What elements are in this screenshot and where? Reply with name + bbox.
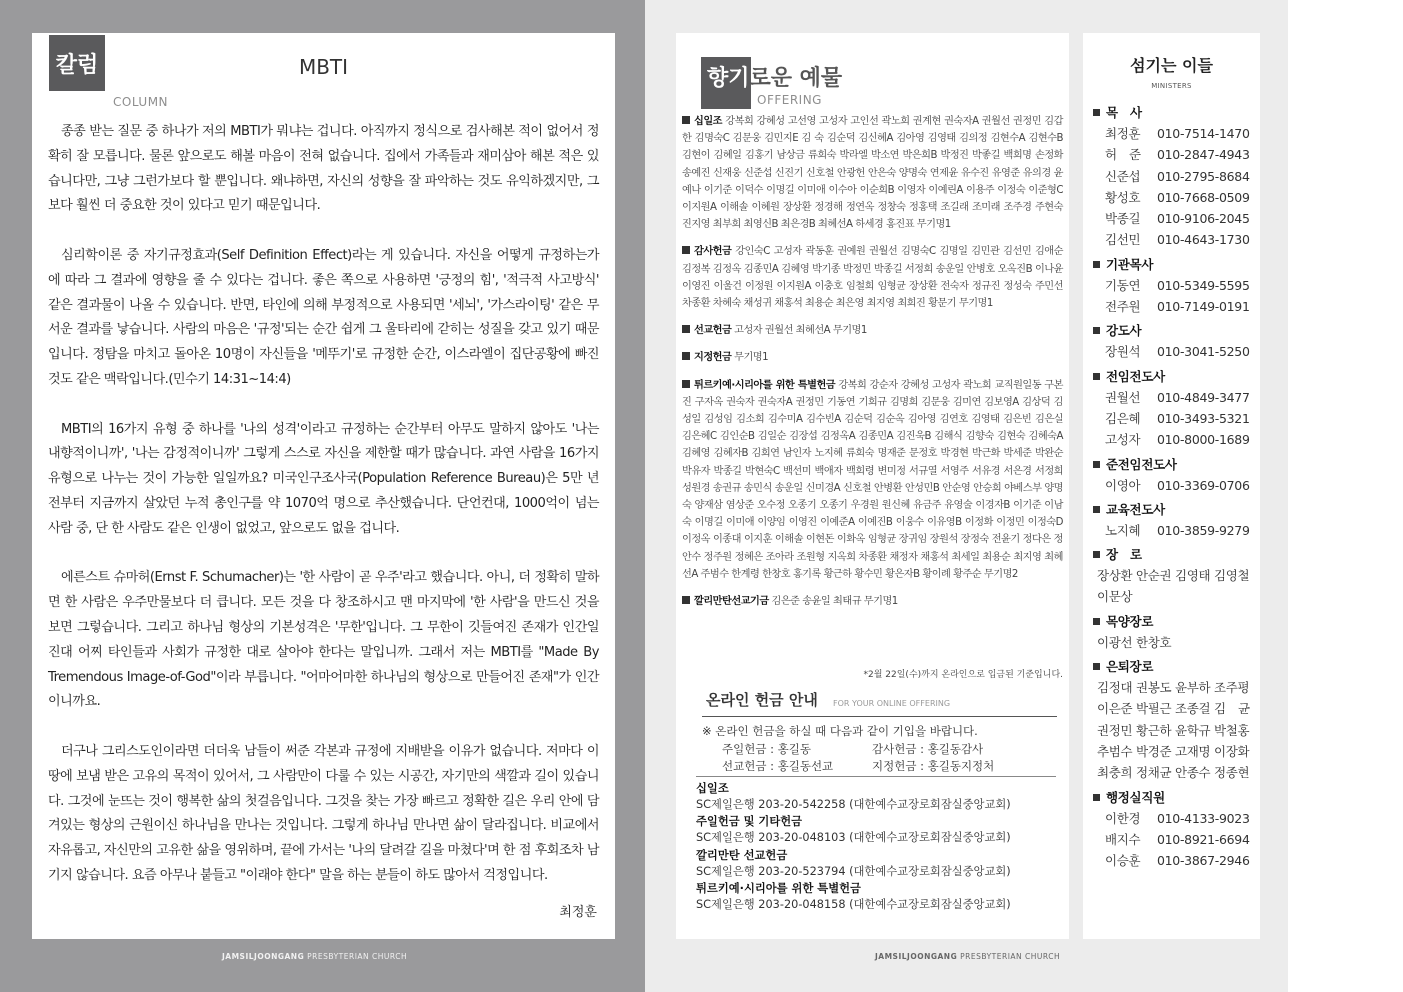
minister-row (1093, 829, 1257, 850)
minister-group-label (1093, 103, 1257, 123)
account-item (696, 814, 1011, 845)
column-tag-sub: COLUMN (113, 95, 169, 109)
ministers-title: 섬기는 이들 (1130, 56, 1213, 75)
square-bullet-icon (682, 352, 690, 360)
minister-phone: 010-3859-9279 (1157, 522, 1250, 538)
square-bullet-icon (1093, 618, 1100, 625)
offering-title-tag: 향기 (707, 66, 750, 91)
minister-row (1093, 208, 1257, 229)
minister-row (1093, 429, 1257, 450)
offering-item (682, 243, 1063, 312)
minister-phone: 010-4849-3477 (1157, 389, 1250, 405)
minister-group-label-text: 기관목사 (1106, 256, 1154, 272)
minister-row (1093, 123, 1257, 144)
square-bullet-icon (682, 325, 690, 333)
minister-names-line: 최충희 정채균 안종수 정종현 (1097, 765, 1250, 781)
minister-group-label-text: 목양장로 (1106, 613, 1154, 629)
minister-group-label-text: 장 로 (1106, 547, 1142, 563)
minister-group-label-text: 행정실직원 (1106, 789, 1165, 805)
account-detail: SC제일은행 203-20-048103 (대한예수교장로회잠실중앙교회) (696, 831, 1011, 845)
minister-name: 김은혜 (1105, 410, 1141, 426)
online-intro-cell: 지정헌금 : 홍길동지정처 (872, 759, 995, 773)
column-tag: 칼럼 (49, 35, 105, 91)
footer-right (875, 952, 1060, 961)
minister-row (1093, 187, 1257, 208)
square-bullet-icon (1093, 373, 1100, 380)
square-bullet-icon (682, 596, 690, 604)
column-paragraph: MBTI의 16가지 유형 중 하나를 '나의 성격'이라고 규정하는 순간부터 아무도 말하지 않아도 '나는 내향적이니까', '나는 감정적이니까' 그렇게 스스로 자신을 제한할 때가 많습니다. 과연 사람을 16가지 유형으로 나누는 것이 가능한 일일까요? 미국인구조사국(Population Reference Bureau)은 5만 년 전부터 지금까지 살았던 누적 총인구를 약 1070억 명으로 추산했습니다. 단언컨대, 1000억이 넘는 사람 중, 단 한 사람도 같은 인생이 없었고, 앞으로도 없을 겁니다. (48, 421, 599, 536)
offering-list (682, 113, 1063, 620)
online-intro-row (702, 758, 1022, 776)
minister-row (1093, 144, 1257, 165)
minister-group (1093, 657, 1257, 783)
column-paragraph: 더구나 그리스도인이라면 더더욱 남들이 써준 각본과 규정에 지배받을 이유가 없습니다. 저마다 이 땅에 보냄 받은 고유의 목적이 있어서, 그 사람만이 다룰 수 있는 시공간, 자기만의 색깔과 길이 있습니다. 그것에 눈뜨는 것이 행복한 삶의 첫걸음입니다. 그것을 찾는 가장 빠르고 정확한 길은 우리 안에 담겨있는 형상의 근원이신 하나님을 만나는 것입니다. 그렇게 하나님 만나면 삶이 달라집니다. 비교에서 자유롭고, 자신만의 고유한 삶을 영위하며, 끝에 가서는 '나의 달려갈 길을 마쳤다'며 한 점 후회조차 남기지 않습니다. 요즘 아무나 붙들고 "이래야 한다" 말을 하는 분들이 하도 많아서 걱정입니다. (48, 743, 599, 883)
minister-group-label (1093, 321, 1257, 341)
square-bullet-icon (682, 380, 690, 388)
minister-name: 이한경 (1105, 810, 1141, 826)
online-offering-sub: FOR YOUR ONLINE OFFERING (833, 699, 951, 708)
square-bullet-icon (1093, 794, 1100, 801)
account-detail: SC제일은행 203-20-542258 (대한예수교장로회잠실중앙교회) (696, 797, 1011, 811)
online-intro-cell: 주일헌금 : 홍길동 (722, 741, 811, 756)
online-intro-cell: 감사헌금 : 홍길동감사 (872, 741, 984, 756)
offering-note: *2월 22일(수)까지 온라인으로 입금된 기준입니다. (863, 670, 1063, 680)
minister-group-label-text: 전임전도사 (1106, 368, 1165, 384)
minister-row (1093, 475, 1257, 496)
column-body (48, 120, 599, 914)
footer-church-bold: JAMSILJOONGANG (222, 952, 305, 961)
offering-label: 십일조 (694, 116, 723, 127)
minister-group-label (1093, 255, 1257, 275)
ministers-list (1093, 99, 1257, 871)
offering-tag-sub: OFFERING (757, 93, 822, 107)
minister-name: 박종길 (1105, 211, 1141, 227)
minister-group-label (1093, 500, 1257, 520)
online-offering-title: 온라인 헌금 안내 (706, 691, 818, 709)
divider (702, 716, 1057, 717)
minister-group-label (1093, 612, 1257, 632)
offering-panel (676, 33, 1069, 939)
footer-church-rest: PRESBYTERIAN CHURCH (957, 952, 1061, 961)
minister-phone: 010-3493-5321 (1157, 410, 1250, 426)
minister-phone: 010-7149-0191 (1157, 299, 1250, 315)
minister-group-label-text: 준전임전도사 (1106, 456, 1177, 472)
column-author: 최정훈 (559, 905, 597, 920)
square-bullet-icon (1093, 461, 1100, 468)
online-accounts (696, 781, 1011, 915)
column-paragraph: 종종 받는 질문 중 하나가 저의 MBTI가 뭐냐는 겁니다. 아직까지 정식으로 검사해본 적이 없어서 정확히 잘 모릅니다. 물론 앞으로도 해볼 마음이 전혀 없습니다. 집에서 가족들과 재미삼아 해본 적은 있습니다만, 그냥 그런가보다 할 뿐입니다. 왜냐하면, 자신의 성향을 잘 파악하는 것도 유익하겠지만, 그보다 훨씬 더 중요한 것이 있다고 믿기 때문입니다. (48, 124, 599, 214)
offering-item (682, 113, 1063, 233)
minister-name: 권월선 (1105, 389, 1141, 405)
column-title: MBTI (298, 55, 349, 79)
footer-left (222, 952, 407, 961)
offering-names: 무기명1 (734, 352, 769, 364)
minister-group-label (1093, 788, 1257, 808)
ministers-panel (1083, 33, 1260, 939)
square-bullet-icon (1093, 551, 1100, 558)
online-intro-text: ※ 온라인 헌금을 하실 때 다음과 같이 기입을 바랍니다. (702, 724, 978, 738)
square-bullet-icon (1093, 327, 1100, 334)
minister-row (1093, 387, 1257, 408)
minister-phone: 010-8921-6694 (1157, 831, 1250, 847)
square-bullet-icon (1093, 506, 1100, 513)
divider (696, 776, 1056, 777)
account-item (696, 881, 1011, 912)
offering-item (682, 322, 1063, 339)
offering-label: 선교헌금 (694, 325, 732, 337)
column-panel (32, 33, 615, 939)
minister-phone: 010-8000-1689 (1157, 432, 1250, 448)
minister-phone: 010-5349-5595 (1157, 277, 1250, 293)
minister-name: 고성자 (1105, 432, 1141, 448)
minister-group (1093, 612, 1257, 653)
minister-group-label-text: 강도사 (1106, 323, 1142, 339)
account-name: 깔리만탄 선교헌금 (696, 848, 788, 862)
offering-names: 강복희 강순자 강혜성 고성자 곽노희 교직원일동 구본진 구자옥 권숙자 권숙자A 권정민 기동연 기희규 김명희 김문웅 김미연 김보영A 김상덕 김성일 김성임 김소희 김수미A 김수빈A 김순덕 김순옥 김아영 김연호 김영태 김은빈 김은실 김은혜C 김인순B 김일순 김장섭 김정옥A 김종민A 김진욱B 김해식 김향숙 김현숙 김혜숙A 김혜영 김혜자B 김희연 남인자 노지혜 류희숙 명재준 문정호 박경현 박근화 박세준 박완순 박유자 박종길 박현숙C 백선미 백애자 백희령 변미정 서규열 서영주 서유경 서은경 서정희 성원경 송권규 송민식 송운일 신미경A 신호철 안병환 안성민B 안순영 안승희 야베스부 양명숙 양재삼 염상준 오수정 오종기 오종기 우경원 원신혜 유금주 유영술 이경자B 이기준 이남숙 이명길 이미애 이양임 이영진 이예준A 이예진B 이웅수 이유영B 이정화 이정민 이정숙D 이정옥 이종대 이지훈 이해솔 이현돈 이화옥 임형균 장귀임 장원석 장정숙 전윤기 정다은 정안수 정주원 정혜은 조아라 조원형 지옥희 차종환 채정자 채홍석 최세일 최용순 최지영 최혜선A 주범수 한계령 한창호 홍기록 황근하 황수민 황은자B 황이례 황주순 무기명2 (682, 379, 1063, 580)
account-item (696, 848, 1011, 879)
footer-church-rest: PRESBYTERIAN CHURCH (304, 952, 408, 961)
minister-name: 황성호 (1105, 189, 1141, 205)
offering-label: 튀르키예·시리아를 위한 특별헌금 (694, 379, 836, 391)
account-detail: SC제일은행 203-20-048158 (대한예수교장로회잠실중앙교회) (696, 897, 1011, 911)
column-paragraph: 심리학이론 중 자기규정효과(Self Definition Effect)라는 게 있습니다. 자신을 어떻게 규정하는가에 따라 그 결과에 영향을 줄 수 있다는 겁니다. 좋은 쪽으로 사용하면 '긍정의 힘', '적극적 사고방식' 같은 결과물이 나올 수 있습니다. 반면, 타인에 의해 부정적으로 사용되면 '세뇌', '가스라이팅' 같은 무서운 결과를 낳습니다. 사람의 마음은 '규정'되는 순간 쉽게 그 울타리에 갇히는 성질을 갖고 있기 때문입니다. 정탐을 마치고 돌아온 10명이 자신들을 '메뚜기'로 규정한 순간, 이스라엘이 집단공황에 빠진 것도 같은 맥락입니다.(민수기 14:31~14:4) (48, 247, 599, 387)
ministers-sub: MINISTERS (1151, 82, 1192, 90)
minister-names-line: 이광선 한창호 (1097, 634, 1172, 650)
offering-names: 고성자 권월선 최혜선A 무기명1 (734, 325, 867, 337)
account-name: 십일조 (696, 782, 729, 795)
minister-phone: 010-3041-5250 (1157, 344, 1250, 360)
account-name: 튀르키예·시리아를 위한 특별헌금 (696, 882, 861, 896)
account-detail: SC제일은행 203-20-523794 (대한예수교장로회잠실중앙교회) (696, 864, 1011, 878)
minister-row (1093, 296, 1257, 317)
minister-group (1093, 321, 1257, 362)
minister-name: 배지수 (1105, 831, 1141, 847)
minister-group-label-text: 목 사 (1106, 105, 1142, 120)
minister-group-label (1093, 657, 1257, 677)
minister-names-line: 장상환 안순권 김영태 김영철 (1097, 568, 1250, 584)
offering-names: 강인숙C 고성자 곽동훈 권예원 권월선 김명숙C 김명일 김민관 김선민 김애순 김정복 김정옥 김종민A 김혜영 박기종 박정민 박종길 서정희 송운일 안병호 오옥진B 이나윤 이영진 이울건 이정원 이지원A 이충호 임철희 임형균 장상환 전숙자 정규진 정성숙 주민선 차종환 차혜숙 채성귀 채홍석 최용순 최은영 최지영 최희진 황문기 무기명1 (682, 246, 1063, 310)
square-bullet-icon (1093, 109, 1100, 116)
minister-names-line: 추범수 박경준 고재명 이장화 (1097, 743, 1250, 759)
minister-name: 이승훈 (1105, 853, 1141, 869)
offering-names: 김은준 송윤일 최태규 무기명1 (771, 596, 898, 608)
footer-church-bold: JAMSILJOONGANG (875, 952, 958, 961)
minister-name: 전주원 (1105, 299, 1141, 315)
minister-group (1093, 455, 1257, 496)
online-intro-cell: 선교헌금 : 홍길동선교 (722, 759, 834, 773)
minister-name: 김선민 (1105, 232, 1141, 248)
minister-group (1093, 367, 1257, 451)
minister-row (1093, 850, 1257, 871)
minister-names-line: 이문상 (1097, 589, 1133, 605)
minister-name: 노지혜 (1105, 522, 1141, 538)
online-offering-intro (702, 723, 1022, 776)
minister-phone: 010-2795-8684 (1157, 168, 1250, 184)
minister-row (1093, 408, 1257, 429)
minister-row (1093, 520, 1257, 541)
minister-name: 허 준 (1105, 147, 1141, 163)
minister-group-label-text: 교육전도사 (1106, 501, 1165, 517)
offering-title-rest: 로운 예물 (749, 66, 843, 91)
minister-phone: 010-9106-2045 (1157, 211, 1250, 227)
offering-names: 강복희 강혜성 고선영 고성자 고인선 곽노희 권계현 권숙자A 권월선 권정민 김갑한 김명숙C 김문웅 김민지E 김 숙 김순덕 김신혜A 김아영 김영태 김의정 김현수A 김현수B 김현이 김혜일 김홍기 남상금 류희숙 박라엘 박소연 박은희B 박정진 박좋길 백희명 손정화 송예진 신재웅 신준섭 신진기 신호철 안광헌 안은숙 양명숙 연제윤 유수진 유영준 유의경 윤예나 이기준 이덕수 이명길 이미애 이수아 이순희B 이영자 이예린A 이용주 이정숙 이준형C 이지원A 이해솔 이혜원 장상환 정경해 정연옥 정창숙 정홍택 조길래 조미래 조주경 주현숙 진지영 최부희 최영신B 최은경B 최혜선A 하세경 홍진표 무기명1 (682, 116, 1063, 231)
minister-row (1093, 341, 1257, 362)
minister-group (1093, 545, 1257, 608)
minister-phone: 010-4133-9023 (1157, 810, 1250, 826)
minister-group (1093, 103, 1257, 251)
square-bullet-icon (682, 246, 690, 254)
square-bullet-icon (1093, 663, 1100, 670)
minister-phone: 010-2847-4943 (1157, 147, 1250, 163)
minister-row (1093, 229, 1257, 250)
offering-label: 지정헌금 (694, 352, 732, 364)
online-intro-row (702, 741, 1022, 759)
minister-name: 이영아 (1105, 477, 1141, 493)
offering-item (682, 593, 1063, 610)
minister-name: 기동연 (1105, 277, 1141, 293)
account-name: 주일헌금 및 기타헌금 (696, 815, 803, 829)
minister-group (1093, 788, 1257, 872)
minister-row (1093, 808, 1257, 829)
minister-phone: 010-7668-0509 (1157, 189, 1250, 205)
minister-phone: 010-3369-0706 (1157, 477, 1250, 493)
square-bullet-icon (1093, 261, 1100, 268)
minister-names-line: 권정민 황근하 윤학규 박철홍 (1097, 722, 1250, 738)
offering-label: 깔리만탄선교기금 (694, 596, 769, 608)
square-bullet-icon (682, 116, 690, 124)
offering-label: 감사헌금 (694, 246, 732, 258)
minister-group-label (1093, 545, 1257, 565)
minister-group-label-text: 은퇴장로 (1106, 659, 1154, 675)
minister-name: 신준섭 (1105, 168, 1141, 184)
column-paragraph: 에른스트 슈마허(Ernst F. Schumacher)는 '한 사람이 곧 우주'라고 했습니다. 아니, 더 정확히 말하면 한 사람은 우주만물보다 더 큽니다. 모든 것을 다 창조하시고 맨 마지막에 '한 사람'을 만드신 것을 보면 그렇습니다. 그리고 하나님 형상의 기본성격은 '무한'입니다. 그 무한이 깃들여진 존재가 인간일진대 어찌 타인들과 사회가 규정한 대로 살아야 한다는 말입니까. 그래서 저는 MBTI를 "Made By Tremendous Image-of-God"이라 부릅니다. "어마어마한 하나님의 형상으로 만들어진 존재"가 인간이니까요. (48, 570, 599, 710)
minister-phone: 010-3867-2946 (1157, 853, 1250, 869)
offering-item (682, 377, 1063, 583)
account-item (696, 781, 1011, 812)
minister-group-label (1093, 367, 1257, 387)
minister-name: 장원석 (1105, 344, 1141, 360)
minister-row (1093, 166, 1257, 187)
minister-phone: 010-4643-1730 (1157, 232, 1250, 248)
minister-names-line: 이은준 박필근 조종걸 김 균 (1097, 701, 1250, 717)
offering-title (707, 61, 842, 92)
minister-phone: 010-7514-1470 (1157, 126, 1250, 141)
minister-names-line: 김정대 권봉도 윤부하 조주평 (1097, 680, 1250, 696)
minister-group-label (1093, 455, 1257, 475)
minister-row (1093, 275, 1257, 296)
minister-group (1093, 500, 1257, 541)
offering-item (682, 349, 1063, 366)
minister-name: 최정훈 (1105, 126, 1141, 141)
minister-group (1093, 255, 1257, 318)
